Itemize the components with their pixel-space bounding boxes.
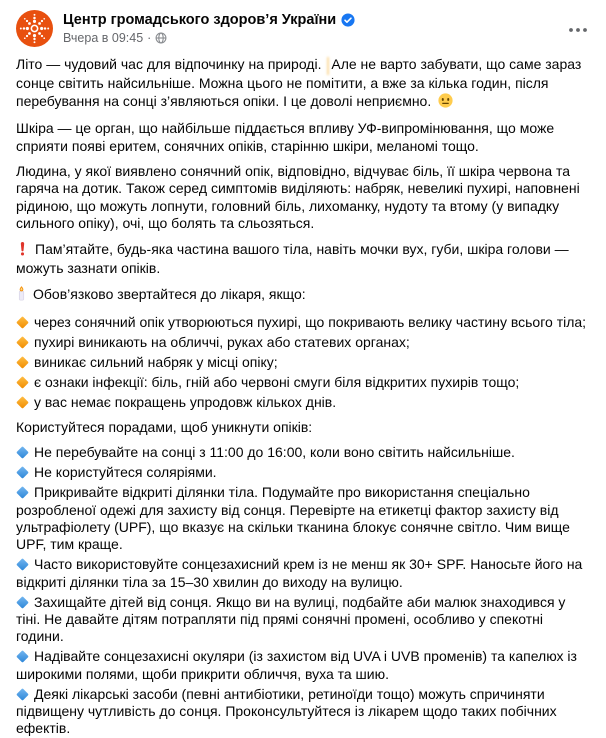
orange-diamond-icon [16,396,29,409]
doctor-item-text: виникає сильний набряк у місці опіку; [34,353,278,370]
page-avatar[interactable] [16,10,53,47]
orange-diamond-icon [16,316,29,329]
doctor-heading-text: Обов’язково звертайтеся до лікаря, якщо: [33,286,306,303]
list-item [16,334,590,351]
list-item [16,394,590,411]
timestamp[interactable]: Вчера в 09:45 [63,31,144,45]
tip-item-text: Не перебувайте на сонці з 11:00 до 16:00, коли воно світить найсильніше. [34,444,515,461]
blue-diamond-icon [16,558,29,571]
tip-item-text: Надівайте сонцезахисні окуляри (із захистом від UVA і UVB променів) та капелюх із широкими полями, щоби прикрити обличчя, вуха та шию. [16,648,577,682]
tip-item-text: Часто використовуйте сонцезахисний крем із не менш як 30+ SPF. Наносьте його на відкриті ділянки тіла за 15–30 хвилин до виходу на вулицю. [16,556,583,590]
list-item [16,556,590,591]
doctor-list [16,314,590,411]
list-item [16,686,590,738]
blue-diamond-icon [16,446,29,459]
globe-icon [155,32,167,44]
warning-paragraph [16,241,590,278]
candle-emoji-icon [16,285,27,305]
tip-item-text: Не користуйтеся соляріями. [34,464,217,481]
tips-heading: Користуйтеся порадами, щоб уникнути опіків: [16,418,313,435]
neutral-face-emoji-icon [438,93,453,112]
list-item [16,464,590,481]
verified-badge-icon [341,13,355,27]
ellipsis-icon [568,20,588,37]
phc-ukraine-logo-icon [16,10,53,47]
post-header [16,10,590,47]
tip-item-text: Деякі лікарські засоби (певні антибіотики, ретиноїди тощо) можуть спричиняти підвищену чутливість до сонця. Проконсультуйтеся із лікарем щодо таких побічних ефектів. [16,685,557,737]
skin-paragraph: Шкіра — це орган, що найбільше піддається впливу УФ-випромінювання, що може сприяти появі еритем, сонячних опіків, старінню шкіри, меланомі тощо. [16,120,555,154]
tips-list [16,444,590,738]
list-item [16,354,590,371]
orange-diamond-icon [16,336,29,349]
blue-diamond-icon [16,688,29,701]
list-item [16,314,590,331]
orange-diamond-icon [16,376,29,389]
warning-text: Пам’ятайте, будь-яка частина вашого тіла, навіть мочки вух, губи, шкіра голови — можуть зазнати опіків. [16,240,569,277]
list-item [16,444,590,461]
post-menu-button[interactable] [562,10,590,44]
list-item [16,484,590,554]
doctor-item-text: через сонячний опік утворюються пухирі, що покривають велику частину всього тіла; [34,313,587,330]
orange-diamond-icon [16,356,29,369]
intro-paragraph [16,56,590,112]
intro-text-2: Але не варто забувати, що саме зараз сонце світить найсильніше. Можна цього не помітити, а вже за кілька годин, після перебування на сонці з’являються опіки. І це доволі неприємно. [16,56,582,109]
list-item [16,648,590,683]
list-item [16,594,590,646]
doctor-item-text: є ознаки інфекції: біль, гній або червоні смуги біля відкритих пухирів тощо; [34,373,520,390]
intro-text-1: Літо — чудовий час для відпочинку на природі. [16,56,322,72]
blue-diamond-icon [16,650,29,663]
doctor-heading [16,285,590,305]
doctor-item-text: пухирі виникають на обличчі, руках або статевих органах; [34,333,410,350]
blue-diamond-icon [16,466,29,479]
post-meta [63,12,552,45]
blue-diamond-icon [16,486,29,499]
red-exclamation-emoji-icon [16,241,29,260]
post-body [16,56,590,738]
tip-item-text: Захищайте дітей від сонця. Якщо ви на вулиці, подбайте аби малюк знаходився у тіні. Не давайте дітям потрапляти під прямі сонячні промені, особливо у спекотні години. [16,593,566,645]
blue-diamond-icon [16,596,29,609]
separator-dot: · [147,31,152,45]
symptoms-paragraph: Людина, у якої виявлено сонячний опік, відповідно, відчуває біль, її шкіра червона та гаряча на дотик. Також серед симптомів виділяють: набряк, невеликі пухирі, наповнені рідиною, що можуть лопнути, головний біль, лихоманку, нудоту та втому (у випадку сильного опіку), очі, що болять та сльозяться. [16,163,580,232]
page-name[interactable]: Центр громадського здоров’я України [63,12,337,28]
tip-item-text: Прикривайте відкриті ділянки тіла. Подумайте про використання спеціально розробленої одежі для захисту від сонця. Перевірте на етикетці фактор захисту від ультрафіолету (UPF), що вказує на скільки тканина блокує сонячне світло. Чим вище UPF, тим краще. [16,484,570,553]
list-item [16,374,590,391]
doctor-item-text: у вас немає покращень упродовж кількох днів. [34,393,337,410]
